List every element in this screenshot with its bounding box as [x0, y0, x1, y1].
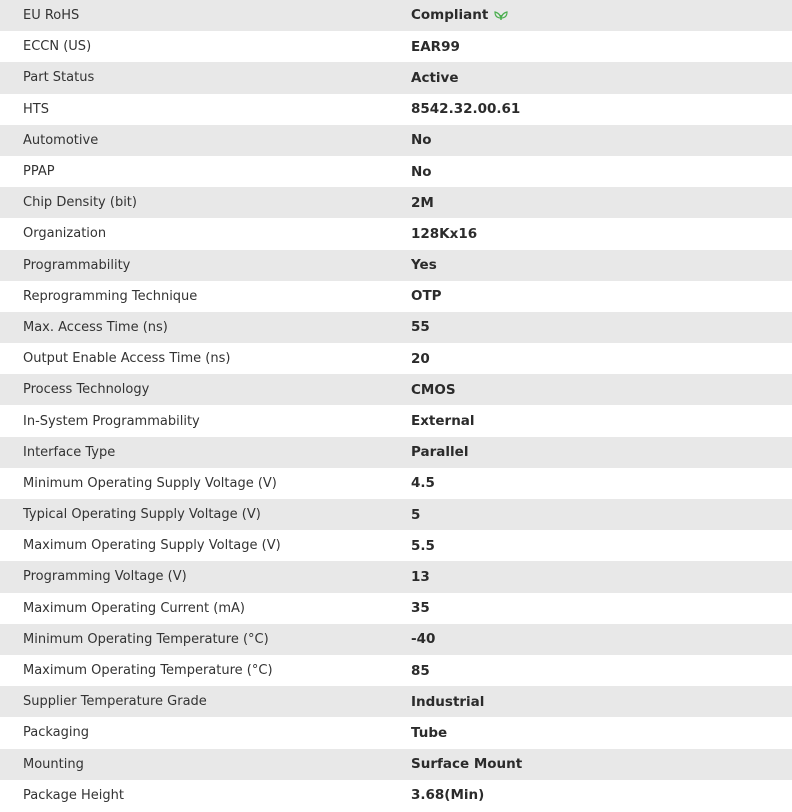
spec-label: Max. Access Time (ns)	[23, 319, 168, 335]
spec-label: Supplier Temperature Grade	[23, 694, 207, 710]
table-row	[0, 717, 792, 748]
spec-value: 3.68(Min)	[411, 787, 485, 804]
spec-value: 2M	[411, 194, 434, 211]
table-row	[0, 499, 792, 530]
table-row	[0, 312, 792, 343]
table-row	[0, 593, 792, 624]
spec-value: 85	[411, 662, 430, 679]
table-row	[0, 250, 792, 281]
spec-label: Part Status	[23, 70, 95, 86]
table-row	[0, 405, 792, 436]
spec-value: No	[411, 132, 432, 149]
spec-value: Yes	[411, 257, 437, 274]
spec-label: Minimum Operating Temperature (°C)	[23, 631, 269, 647]
table-row	[0, 655, 792, 686]
table-row	[0, 218, 792, 249]
spec-value: 55	[411, 319, 430, 336]
spec-value: 13	[411, 568, 430, 585]
table-row	[0, 530, 792, 561]
spec-label: Maximum Operating Current (mA)	[23, 600, 245, 616]
table-row	[0, 780, 792, 811]
spec-label: Output Enable Access Time (ns)	[23, 351, 231, 367]
spec-label: Programming Voltage (V)	[23, 569, 187, 585]
table-row	[0, 187, 792, 218]
spec-value: 35	[411, 600, 430, 617]
spec-label: EU RoHS	[23, 8, 80, 24]
spec-value: 8542.32.00.61	[411, 101, 521, 118]
spec-label: PPAP	[23, 164, 55, 180]
spec-value: 20	[411, 350, 430, 367]
spec-value: Industrial	[411, 693, 485, 710]
table-row	[0, 437, 792, 468]
spec-label: Mounting	[23, 756, 84, 772]
spec-value: 5.5	[411, 537, 435, 554]
spec-label: Reprogramming Technique	[23, 288, 198, 304]
table-row	[0, 468, 792, 499]
spec-label: Maximum Operating Supply Voltage (V)	[23, 538, 281, 554]
spec-label: Minimum Operating Supply Voltage (V)	[23, 475, 277, 491]
spec-label: HTS	[23, 101, 49, 117]
spec-value: 4.5	[411, 475, 435, 492]
table-row	[0, 749, 792, 780]
spec-label: Maximum Operating Temperature (°C)	[23, 663, 273, 679]
spec-value-cell	[411, 0, 792, 31]
spec-value: Surface Mount	[411, 756, 523, 773]
table-row	[0, 624, 792, 655]
spec-value: EAR99	[411, 38, 460, 55]
table-row	[0, 343, 792, 374]
spec-value: Active	[411, 69, 459, 86]
spec-value: -40	[411, 631, 436, 648]
spec-label: Automotive	[23, 132, 99, 148]
spec-label: Package Height	[23, 787, 124, 803]
table-row	[0, 281, 792, 312]
spec-value: 5	[411, 506, 421, 523]
spec-value: Parallel	[411, 444, 469, 461]
spec-value: OTP	[411, 288, 442, 305]
table-row	[0, 31, 792, 62]
spec-value: No	[411, 163, 432, 180]
spec-value: CMOS	[411, 381, 456, 398]
spec-value: Compliant	[411, 6, 489, 23]
spec-value: External	[411, 413, 475, 430]
spec-label: ECCN (US)	[23, 39, 92, 55]
table-row	[0, 94, 792, 125]
table-row	[0, 0, 792, 31]
spec-label: Chip Density (bit)	[23, 195, 137, 211]
spec-label: Process Technology	[23, 382, 150, 398]
spec-value: 128Kx16	[411, 225, 478, 242]
table-row	[0, 686, 792, 717]
spec-label: Organization	[23, 226, 107, 242]
spec-value: Tube	[411, 724, 448, 741]
table-row	[0, 156, 792, 187]
spec-label: Packaging	[23, 725, 89, 741]
leaf-icon	[494, 9, 508, 25]
spec-label: Interface Type	[23, 444, 116, 460]
table-row	[0, 374, 792, 405]
spec-label: Typical Operating Supply Voltage (V)	[23, 507, 261, 523]
spec-label: Programmability	[23, 257, 131, 273]
table-row	[0, 561, 792, 592]
table-row	[0, 62, 792, 93]
table-row	[0, 125, 792, 156]
spec-label: In-System Programmability	[23, 413, 200, 429]
